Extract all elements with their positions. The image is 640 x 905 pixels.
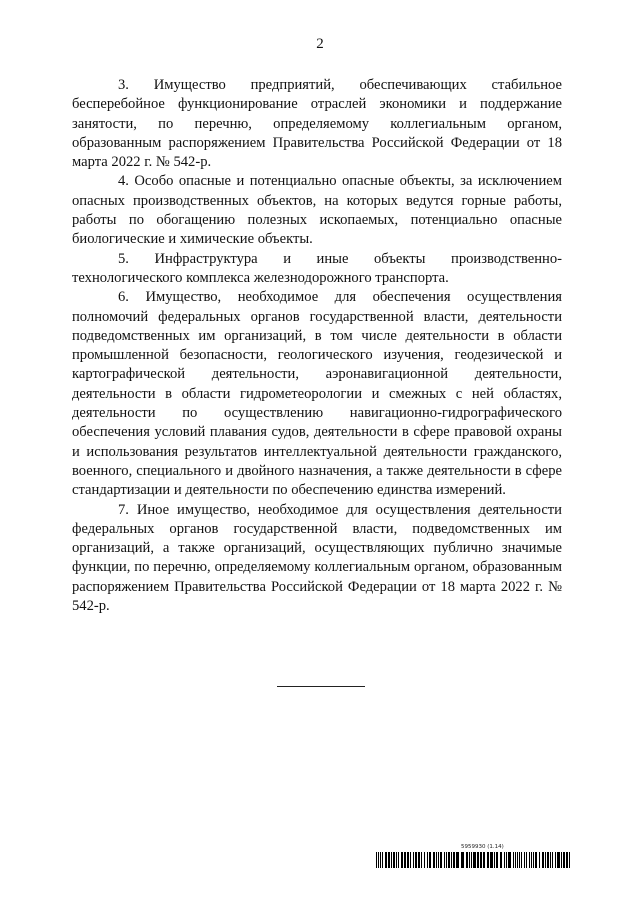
page-number: 2: [316, 36, 324, 52]
end-separator-line: [277, 686, 365, 687]
paragraph-item-5: 5. Инфраструктура и иные объекты производственно-технологического комплекса железнодорожного транспорта.: [72, 250, 562, 286]
paragraph-item-7: 7. Иное имущество, необходимое для осуществления деятельности федеральных органов государственной власти, подведомственных им организаций, а также организаций, осуществляющих публично значимые функции, по перечню, определяемому коллегиальным органом, образованным распоряжением Правительства Российской Федерации от 18 марта 2022 г. № 542-р.: [72, 501, 562, 615]
paragraph-item-4: 4. Особо опасные и потенциально опасные объекты, за исключением опасных производственных объектов, на которых ведутся горные работы, работы по обогащению полезных ископаемых, потенциально опасные биологические и химические объекты.: [72, 173, 562, 248]
barcode-label: 5959930 (1.14): [461, 844, 504, 850]
document-body: [72, 76, 562, 616]
paragraph-item-3: 3. Имущество предприятий, обеспечивающих стабильное бесперебойное функционирование отраслей экономики и поддержание занятости, по перечню, определяемому коллегиальным органом, образованным распоряжением Правительства Российской Федерации от 18 марта 2022 г. № 542-р.: [72, 77, 562, 171]
barcode: [376, 852, 570, 868]
paragraph-item-6: 6. Имущество, необходимое для обеспечения осуществления полномочий федеральных органов государственной власти, деятельности подведомственных им организаций, в том числе деятельности в области промышленной безопасности, геологического изучения, геодезической и картографической деятельности, аэронавигационной деятельности, деятельности в области гидрометеорологии и смежных с ней областях, деятельности по осуществлению навигационно-гидрографического обеспечения условий плавания судов, деятельности в сфере правовой охраны и использования результатов интеллектуальной деятельности гражданского, военного, специального и двойного назначения, а также деятельности в сфере стандартизации и деятельности по обеспечению единства измерений.: [72, 289, 562, 499]
